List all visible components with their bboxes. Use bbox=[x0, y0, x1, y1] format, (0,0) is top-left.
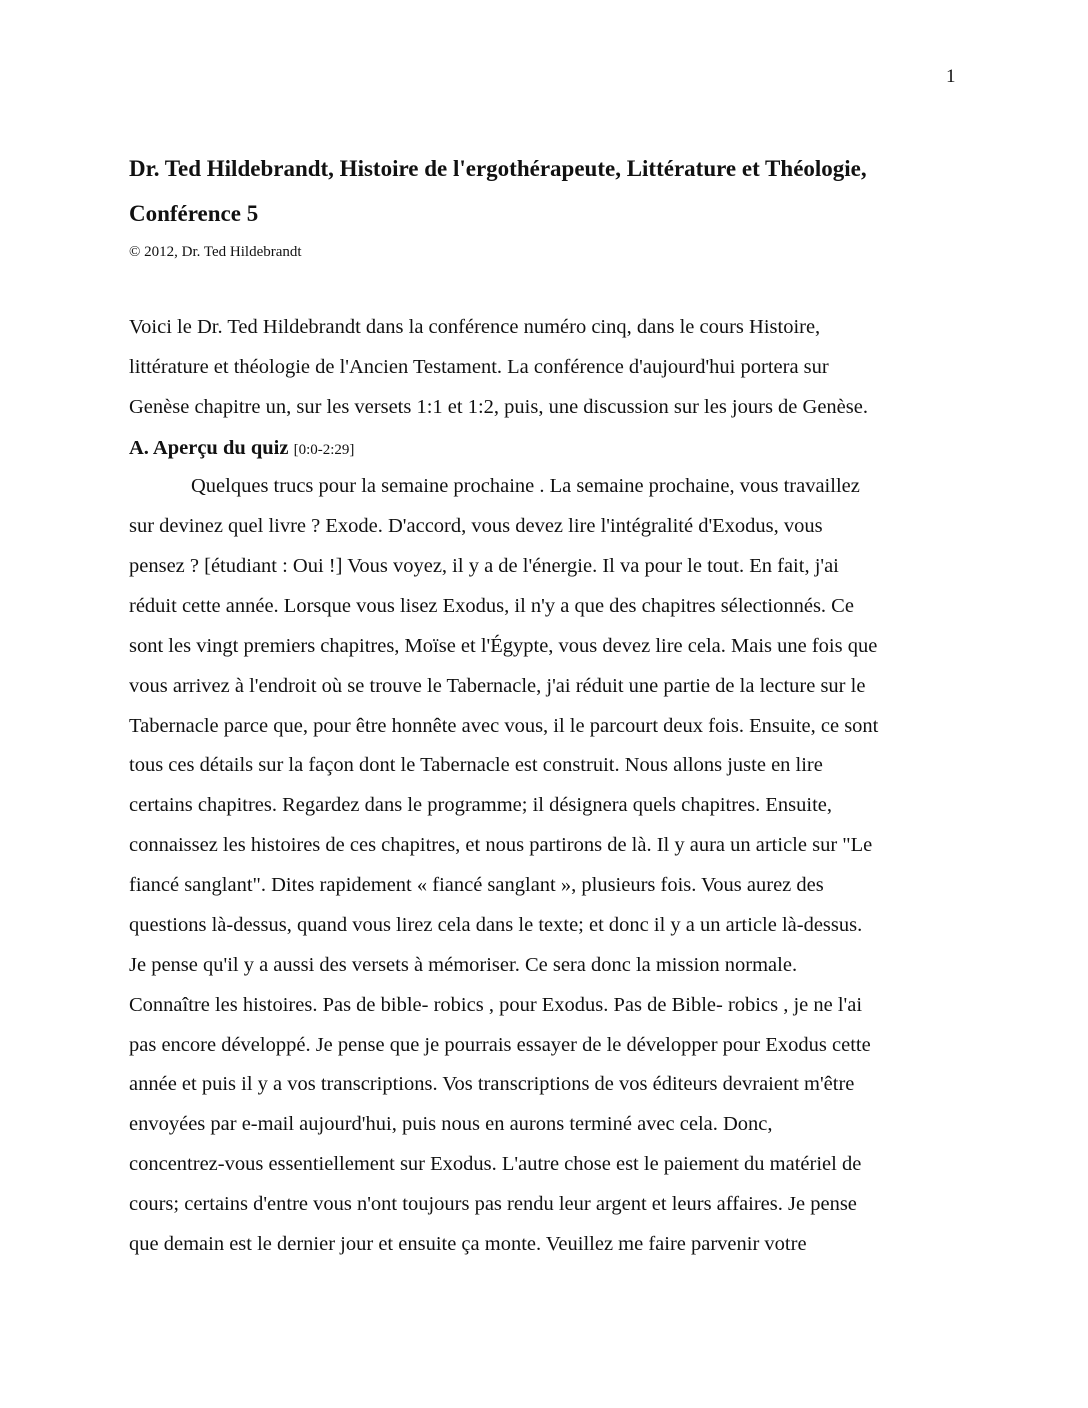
intro-line: Genèse chapitre un, sur les versets 1:1 et 1:2, puis, une discussion sur les jours de Genèse. bbox=[129, 396, 868, 418]
body-line: certains chapitres. Regardez dans le programme; il désignera quels chapitres. Ensuite, bbox=[129, 794, 833, 816]
body-line: réduit cette année. Lorsque vous lisez Exodus, il n'y a que des chapitres sélectionnés. Ce bbox=[129, 595, 854, 617]
body-line: que demain est le dernier jour et ensuite ça monte. Veuillez me faire parvenir votre bbox=[129, 1233, 807, 1255]
intro-line: Voici le Dr. Ted Hildebrandt dans la conférence numéro cinq, dans le cours Histoire, bbox=[129, 316, 821, 338]
body-line: Je pense qu'il y a aussi des versets à mémoriser. Ce sera donc la mission normale. bbox=[129, 954, 798, 976]
body-line: pas encore développé. Je pense que je pourrais essayer de le développer pour Exodus cette bbox=[129, 1034, 871, 1056]
document-title-line-2: Conférence 5 bbox=[129, 201, 259, 226]
body-line: sont les vingt premiers chapitres, Moïse et l'Égypte, vous devez lire cela. Mais une fois que bbox=[129, 635, 878, 657]
page-number: 1 bbox=[946, 66, 956, 87]
body-line: Tabernacle parce que, pour être honnête avec vous, il le parcourt deux fois. Ensuite, ce sont bbox=[129, 715, 879, 737]
body-line: vous arrivez à l'endroit où se trouve le Tabernacle, j'ai réduit une partie de la lecture sur le bbox=[129, 675, 866, 697]
body-line: connaissez les histoires de ces chapitres, et nous partirons de là. Il y aura un article sur "Le bbox=[129, 834, 873, 856]
body-line: tous ces détails sur la façon dont le Tabernacle est construit. Nous allons juste en lire bbox=[129, 754, 823, 776]
body-line: sur devinez quel livre ? Exode. D'accord, vous devez lire l'intégralité d'Exodus, vous bbox=[129, 515, 823, 537]
body-line: cours; certains d'entre vous n'ont toujours pas rendu leur argent et leurs affaires. Je pense bbox=[129, 1193, 857, 1215]
body-line: pensez ? [étudiant : Oui !] Vous voyez, il y a de l'énergie. Il va pour le tout. En fait, j'ai bbox=[129, 555, 839, 577]
section-heading bbox=[129, 435, 354, 463]
intro-line: littérature et théologie de l'Ancien Testament. La conférence d'aujourd'hui portera sur bbox=[129, 356, 829, 378]
document-title-line-1: Dr. Ted Hildebrandt, Histoire de l'ergothérapeute, Littérature et Théologie, bbox=[129, 156, 867, 181]
body-line: Connaître les histoires. Pas de bible- robics , pour Exodus. Pas de Bible- robics , je ne l'ai bbox=[129, 994, 863, 1016]
section-timestamp: [0:0-2:29] bbox=[293, 442, 355, 458]
body-line: concentrez-vous essentiellement sur Exodus. L'autre chose est le paiement du matériel de bbox=[129, 1153, 862, 1175]
body-line: fiancé sanglant". Dites rapidement « fiancé sanglant », plusieurs fois. Vous aurez des bbox=[129, 874, 824, 896]
body-line: année et puis il y a vos transcriptions. Vos transcriptions de vos éditeurs devraient m'être bbox=[129, 1073, 855, 1095]
body-line: questions là-dessus, quand vous lirez cela dans le texte; et donc il y a un article là-dessus. bbox=[129, 914, 863, 936]
section-heading-label: A. Aperçu du quiz bbox=[129, 437, 289, 459]
body-line: envoyées par e-mail aujourd'hui, puis nous en aurons terminé avec cela. Donc, bbox=[129, 1113, 773, 1135]
copyright-notice: © 2012, Dr. Ted Hildebrandt bbox=[129, 244, 302, 260]
body-line: Quelques trucs pour la semaine prochaine . La semaine prochaine, vous travaillez bbox=[191, 475, 860, 497]
